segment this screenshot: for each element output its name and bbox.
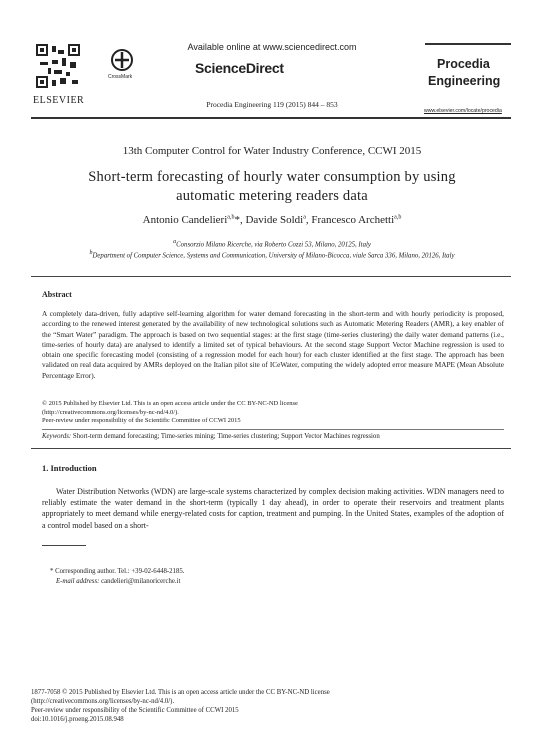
keywords-label: Keywords: [42, 433, 72, 440]
affiliation-sup: a [303, 214, 306, 221]
elsevier-wordmark: ELSEVIER [33, 95, 85, 106]
footer-license-link[interactable]: (http://creativecommons.org/licenses/by-nc-nd/4.0/). [31, 698, 175, 705]
footnote-phone: Corresponding author. Tel.: +39-02-6448-2185. [55, 568, 185, 575]
affiliation-a-sup: a [173, 239, 177, 245]
abstract-heading: Abstract [42, 290, 72, 299]
sciencedirect-logo: ScienceDirect [195, 60, 284, 76]
license-link[interactable]: (http://creativecommons.org/licenses/by-nc-nd/4.0/). [42, 408, 179, 416]
footer-peer-review: Peer-review under responsibility of the Scientific Committee of CCWI 2015 [31, 707, 239, 714]
journal-name-line1: Procedia [437, 57, 490, 71]
footnote [50, 567, 184, 587]
author-name: Antonio Candelieri [142, 214, 228, 226]
abstract-text: A completely data-driven, fully adaptive self-learning algorithm for water demand forecasting in the short-term and with hourly periodicity is proposed, according to the renewed interest generated by the availability of new technological solutions such as Automatic Metering Readers (AMR), a key enabler of the “Smart Water” paradigm. The approach is based on two sequential stages: at the first stage (time-series clustering) the daily water demand patterns (i.e., time-series of hourly data) are analysed to identify a limited set of typical behaviours. At the second stage Support Vector Machine regression is used to obtain one specific forecasting model (consisting of a regression model for each hour) for each cluster identified at the first stage. The approach has been validated on real data acquired by AMRs deployed on the Italian pilot site of ICeWater, computing the widely adopted error measure MAPE (Mean Absolute Percentage Error). [42, 309, 504, 380]
footnote-email-label: E-mail address: [56, 578, 100, 585]
intro-paragraph: Water Distribution Networks (WDN) are large-scale systems characterized by complex decision making activities. WDN managers need to reliably estimate the water demand in the short-term (typically 1 day ahead), in order to operate their reservoirs and treatment plants appropriately to meet demand while energy-related costs for caption, treatment and pumping. In the United States, examples of the adoption of a control model based on a short- [42, 487, 504, 530]
affiliation-b-text: Department of Computer Science, Systems and Communication, University of Milano-Bicocca, viale Sarca 336, Milano, 20126, Italy [92, 252, 455, 260]
abstract-top-rule [31, 276, 511, 277]
author-name: Davide Soldi [245, 214, 304, 226]
copyright-line-1: © 2015 Published by Elsevier Ltd. This is an open access article under the CC BY-NC-ND license [42, 400, 298, 407]
abstract-bottom-rule [31, 448, 511, 449]
crossmark-label: CrossMark [108, 74, 133, 80]
footnote-email[interactable]: candelieri@milanoricerche.it [101, 578, 181, 585]
title-line-1: Short-term forecasting of hourly water consumption by using [88, 169, 456, 185]
affiliation-b [0, 250, 544, 259]
author-separator: , [239, 214, 246, 226]
footnote-rule [42, 545, 86, 546]
conference-name: 13th Computer Control for Water Industry Conference, CCWI 2015 [122, 145, 422, 157]
journal-url[interactable]: www.elsevier.com/locate/procedia [424, 108, 502, 114]
authors-line [0, 214, 544, 226]
affiliation-b-sup: b [89, 250, 93, 256]
journal-name-line2: Engineering [428, 74, 501, 88]
intro-heading-text: Introduction [50, 463, 97, 473]
crossmark-icon [110, 48, 134, 74]
affiliation-sup: a,b [227, 214, 235, 221]
footer-issn-line: 1877-7058 © 2015 Published by Elsevier Ltd. This is an open access article under the CC BY-NC-ND license [31, 689, 330, 696]
keywords-line [42, 433, 504, 440]
keywords-text: Short-term demand forecasting; Time-series mining; Time-series clustering; Support Vector Machines regression [72, 433, 380, 440]
journal-citation: Procedia Engineering 119 (2015) 844 – 853 [206, 100, 338, 109]
keywords-rule [42, 429, 504, 430]
abstract-copyright [42, 400, 504, 426]
affiliation-a [0, 239, 544, 248]
author-name: Francesco Archetti [311, 214, 395, 226]
author-separator: , [305, 214, 312, 226]
corresponding-mark: * [234, 214, 240, 226]
intro-heading [42, 463, 97, 473]
affiliation-a-text: Consorzio Milano Ricerche, via Roberto Cozzi 53, Milano, 20125, Italy [176, 241, 371, 249]
footer-doi[interactable]: doi:10.1016/j.proeng.2015.08.948 [31, 716, 124, 723]
footnote-mark: * [50, 568, 54, 575]
copyright-line-3: Peer-review under responsibility of the Scientific Committee of CCWI 2015 [42, 417, 241, 425]
journal-logo-box [425, 43, 511, 103]
header-rule [31, 117, 511, 119]
available-online-text: Available online at www.sciencedirect.com [187, 42, 357, 52]
affiliation-sup: a,b [394, 214, 402, 221]
page-footer [31, 688, 330, 724]
intro-heading-number: 1. [42, 463, 49, 473]
title-line-2: automatic metering readers data [176, 188, 368, 204]
